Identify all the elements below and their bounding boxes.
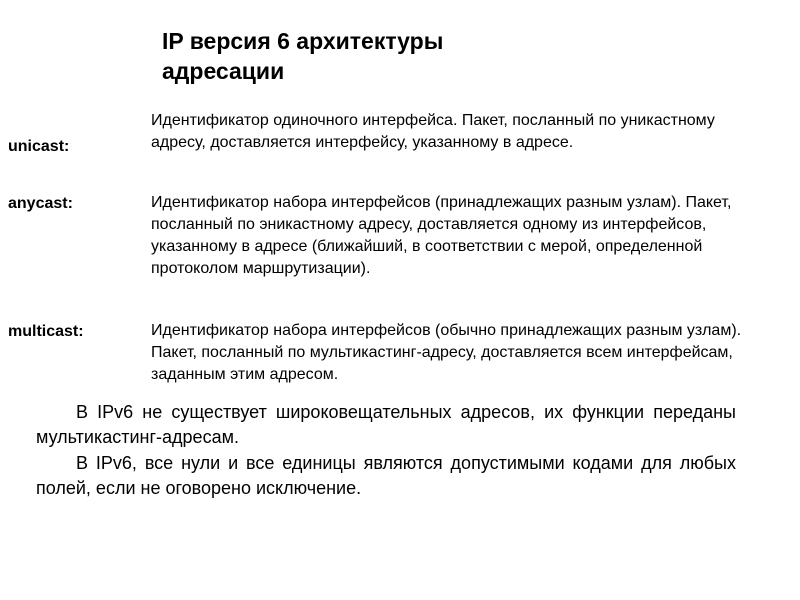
term-multicast: multicast: (8, 323, 84, 340)
paragraph-zeros-ones: В IPv6, все нули и все единицы являются допустимыми кодами для любых полей, если не оговорено исключение. (36, 453, 736, 498)
slide-title (162, 26, 762, 86)
term-unicast: unicast: (8, 138, 70, 155)
slide-title-line-1: IP версия 6 архитектуры (162, 28, 444, 54)
slide-title-line-2: адресации (162, 58, 285, 84)
term-anycast: anycast: (8, 195, 73, 212)
definition-anycast: Идентификатор набора интерфейсов (принадлежащих разным узлам). Пакет, посланный по эникастному адресу, доставляется одному из интерфейсов, указанному в адресе (ближайший, в соответствии с мерой, определенной протоколом маршрутизации). (151, 194, 732, 277)
paragraph-broadcast: В IPv6 не существует широковещательных адресов, их функции переданы мультикастинг-адресам. (36, 402, 736, 447)
definition-multicast: Идентификатор набора интерфейсов (обычно принадлежащих разным узлам). Пакет, посланный по мультикастинг-адресу, доставляется всем интерфейсам, заданным этим адресом. (151, 322, 742, 383)
definition-unicast: Идентификатор одиночного интерфейса. Пакет, посланный по уникастному адресу, доставляется интерфейсу, указанному в адресе. (151, 112, 715, 151)
